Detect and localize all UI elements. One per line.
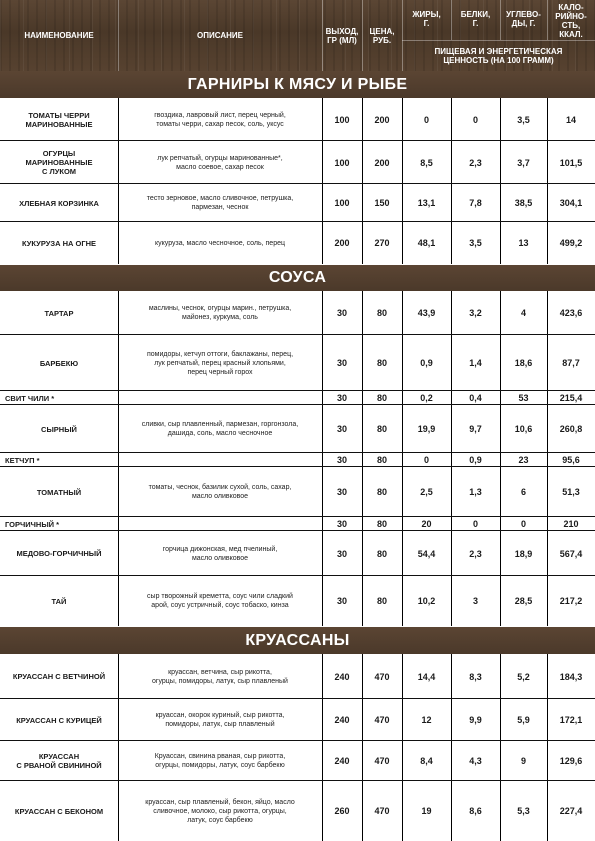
cell-desc: помидоры, кетчуп оттоги, баклажаны, перец, лук репчатый, перец красный хлопьями, перец черный горох [146,350,294,376]
grid-line [322,391,323,405]
section-title: ГАРНИРЫ К МЯСУ И РЫБЕ [0,71,595,98]
table-row [0,222,595,264]
cell-carbs: 10,6 [514,424,533,434]
table-row [0,405,595,453]
cell-kcal: 499,2 [559,238,583,248]
cell-fat: 10,2 [417,596,436,606]
grid-line [402,141,403,184]
grid-line [500,222,501,264]
cell-yield: 30 [336,358,347,368]
section-title: КРУАССАНЫ [0,627,595,654]
grid-line [547,184,548,222]
cell-protein: 1,3 [469,487,482,497]
cell-price: 80 [376,455,387,465]
grid-line [362,405,363,453]
cell-desc: маслины, чеснок, огурцы марин., петрушка, майонез, куркума, соль [148,305,292,321]
cell-price: 80 [376,548,387,559]
cell-kcal: 87,7 [562,358,580,368]
grid-line [362,467,363,517]
grid-line [362,781,363,841]
header-protein: БЕЛКИ, Г. [460,10,491,28]
cell-name: ОГУРЦЫ МАРИНОВАННЫЕ С ЛУКОМ [25,149,93,176]
cell-carbs: 28,5 [514,596,533,606]
grid-line [322,741,323,781]
grid-line [451,576,452,626]
grid-line [362,335,363,391]
cell-yield: 100 [334,198,350,208]
grid-line [500,781,501,841]
cell-kcal: 423,6 [559,308,583,318]
grid-line [547,741,548,781]
header-carbs: УГЛЕВО- ДЫ, Г. [506,10,541,28]
grid-line [402,391,403,405]
cell-price: 80 [376,393,387,403]
grid-line [547,576,548,626]
cell-protein: 3,5 [469,238,482,248]
grid-line [500,741,501,781]
cell-protein: 8,6 [469,806,482,816]
grid-line [500,576,501,626]
cell-price: 80 [376,424,387,434]
grid-line [500,391,501,405]
grid-line [451,141,452,184]
grid-line [362,699,363,741]
grid-line [402,98,403,141]
cell-kcal: 95,6 [562,455,580,465]
cell-fat: 2,5 [420,487,433,497]
grid-line [362,741,363,781]
grid-line [322,335,323,391]
cell-name: ТОМАТНЫЙ [36,487,82,497]
cell-price: 80 [376,308,387,318]
grid-line [402,291,403,335]
cell-yield: 30 [336,393,347,403]
cell-kcal: 217,2 [559,596,583,606]
grid-line [402,184,403,222]
cell-carbs: 18,9 [514,548,533,559]
cell-desc: сливки, сыр плавленный, пармезан, горгонзола, дашида, соль, масло чесночное [141,421,299,437]
grid-line [402,517,403,531]
table-row [0,576,595,626]
cell-desc: кукуруза, масло чесночное, соль, перец [155,239,285,247]
grid-line [362,576,363,626]
grid-line [451,291,452,335]
cell-desc: тесто зерновое, масло сливочное, петрушка, пармезан, чеснок [146,195,294,211]
grid-line [451,222,452,264]
cell-carbs: 53 [518,393,529,403]
grid-line [451,453,452,467]
cell-protein: 2,3 [469,157,482,168]
cell-yield: 260 [334,806,350,816]
grid-line [322,781,323,841]
grid-line [362,654,363,699]
cell-fat: 0 [423,455,429,465]
header-yield: ВЫХОД, ГР (МЛ) [325,26,359,45]
grid-line [118,531,119,576]
cell-price: 80 [376,358,387,368]
cell-fat: 14,4 [417,671,436,682]
grid-line [402,405,403,453]
grid-line [451,391,452,405]
table-header [0,0,595,71]
cell-price: 270 [374,238,390,248]
grid-line [322,654,323,699]
grid-line [118,467,119,517]
grid-line [322,531,323,576]
cell-desc: горчица дижонская, мед пчелиный, масло оливковое [162,545,278,562]
cell-name: КРУАССАН С БЕКОНОМ [14,806,104,816]
table-row [0,741,595,781]
grid-line [362,531,363,576]
grid-line [362,184,363,222]
cell-name: КРУАССАН С РВАНОЙ СВИНИНОЙ [16,752,102,770]
grid-line [322,517,323,531]
cell-name: ТАЙ [51,596,67,606]
cell-carbs: 18,6 [514,358,533,368]
grid-line [362,141,363,184]
grid-line [322,453,323,467]
header-price: ЦЕНА, РУБ. [369,26,395,45]
cell-name: БАРБЕКЮ [39,358,79,368]
grid-line [500,699,501,741]
cell-kcal: 227,4 [559,806,583,816]
table-row [0,467,595,517]
cell-kcal: 14 [565,114,576,125]
cell-carbs: 5,9 [517,715,530,725]
cell-yield: 240 [334,756,350,766]
grid-line [322,576,323,626]
grid-line [500,291,501,335]
grid-line [547,141,548,184]
cell-name: СВИТ ЧИЛИ * [5,393,55,403]
grid-line [547,391,548,405]
grid-line [402,781,403,841]
cell-desc: круассан, сыр плавленый, бекон, яйцо, масло сливочное, молоко, сыр рикотта, огурцы, латук, соус барбекю [145,798,295,824]
cell-kcal: 567,4 [559,548,583,559]
cell-carbs: 0 [520,519,526,529]
cell-fat: 43,9 [417,308,436,318]
cell-fat: 0,2 [420,393,433,403]
cell-price: 470 [374,715,390,725]
grid-line [547,781,548,841]
cell-protein: 1,4 [469,358,482,368]
section-title: СОУСА [0,265,595,291]
cell-name: ТАРТАР [44,308,74,318]
grid-line [500,453,501,467]
grid-line [451,781,452,841]
grid-line [322,141,323,184]
grid-line [500,405,501,453]
grid-line [118,335,119,391]
grid-line [322,184,323,222]
grid-line [451,405,452,453]
cell-yield: 30 [336,487,347,497]
grid-line [118,741,119,781]
grid-line [500,517,501,531]
cell-kcal: 172,1 [559,715,583,725]
table-row [0,654,595,699]
cell-protein: 3 [472,596,478,606]
grid-line [500,184,501,222]
cell-carbs: 3,5 [517,114,530,125]
cell-desc: круассан, окорок куриный, сыр рикотта, помидоры, латук, сыр плавленый [155,712,285,728]
cell-protein: 9,9 [469,715,482,725]
header-fat: ЖИРЫ, Г. [412,10,441,28]
header-description: ОПИСАНИЕ [197,31,243,40]
grid-line [118,291,119,335]
table-row [0,531,595,576]
cell-name: ХЛЕБНАЯ КОРЗИНКА [19,198,99,208]
grid-line [118,699,119,741]
cell-fat: 19,9 [417,424,436,434]
grid-line [118,517,119,531]
cell-yield: 240 [334,671,350,682]
cell-yield: 30 [336,548,347,559]
grid-line [547,405,548,453]
grid-line [118,222,119,264]
cell-price: 80 [376,596,387,606]
cell-price: 470 [374,756,390,766]
cell-yield: 100 [334,157,350,168]
cell-desc: сыр творожный креметта, соус чили сладкий арой, соус устричный, соус тобаско, кинза [147,593,293,609]
grid-line [451,741,452,781]
grid-line [402,467,403,517]
cell-yield: 30 [336,455,347,465]
cell-price: 200 [374,114,390,125]
cell-protein: 0 [472,114,478,125]
table-row [0,184,595,222]
cell-price: 470 [374,671,390,682]
grid-line [362,291,363,335]
grid-line [118,405,119,453]
cell-name: КРУАССАН С КУРИЦЕЙ [16,715,102,725]
grid-line [500,141,501,184]
cell-price: 80 [376,487,387,497]
grid-line [322,98,323,141]
grid-line [322,467,323,517]
cell-kcal: 51,3 [562,487,580,497]
cell-yield: 30 [336,596,347,606]
cell-protein: 2,3 [469,548,482,559]
grid-line [451,517,452,531]
cell-price: 80 [376,519,387,529]
grid-line [118,141,119,184]
cell-desc [118,391,322,405]
grid-line [118,654,119,699]
cell-desc: Круассан, свинина рваная, сыр рикотта, огурцы, помидоры, латук, соус барбекю [154,753,286,769]
grid-line [118,453,119,467]
cell-yield: 30 [336,519,347,529]
cell-name: СЫРНЫЙ [41,424,77,434]
grid-line [402,741,403,781]
cell-desc: томаты, чеснок, базилик сухой, соль, сахар, масло оливковое [148,484,292,500]
cell-protein: 0,9 [469,455,482,465]
table-row [0,391,595,405]
grid-line [402,576,403,626]
cell-name: ТОМАТЫ ЧЕРРИ МАРИНОВАННЫЕ [25,110,93,129]
grid-line [500,654,501,699]
grid-line [451,98,452,141]
cell-kcal: 101,5 [559,157,583,168]
header-nutrition-caption: ПИЩЕВАЯ И ЭНЕРГЕТИЧЕСКАЯ ЦЕННОСТЬ (НА 100 ГРАММ) [434,46,563,65]
grid-line [118,781,119,841]
cell-name: КРУАССАН С ВЕТЧИНОЙ [12,672,106,681]
cell-fat: 8,5 [420,157,433,168]
grid-line [402,222,403,264]
cell-name: КУКУРУЗА НА ОГНЕ [21,238,97,248]
cell-carbs: 3,7 [517,157,530,168]
grid-line [547,291,548,335]
cell-fat: 54,4 [417,548,436,559]
grid-line [362,453,363,467]
grid-line [402,654,403,699]
cell-name: КЕТЧУП * [5,455,40,465]
cell-fat: 48,1 [417,238,436,248]
cell-fat: 12 [421,715,432,725]
grid-line [362,222,363,264]
cell-fat: 0 [423,114,429,125]
cell-desc: гвоздика, лавровый лист, перец черный, томаты черри, сахар песок, соль, уксус [154,111,286,128]
grid-line [451,184,452,222]
grid-line [362,391,363,405]
cell-price: 200 [374,157,390,168]
cell-carbs: 38,5 [514,198,533,208]
header-calories: КАЛО- РИЙНО- СТЬ, ККАЛ. [555,3,587,39]
grid-line [547,453,548,467]
table-row [0,98,595,141]
cell-desc [118,453,322,467]
cell-carbs: 5,3 [517,806,530,816]
cell-protein: 0 [472,519,478,529]
grid-line [451,654,452,699]
cell-price: 150 [374,198,390,208]
grid-line [547,531,548,576]
grid-line [547,467,548,517]
grid-line [547,517,548,531]
grid-line [500,531,501,576]
table-row [0,781,595,841]
grid-line [451,699,452,741]
header-name: НАИМЕНОВАНИЕ [24,31,94,40]
grid-line [402,531,403,576]
cell-fat: 8,4 [420,756,433,766]
grid-line [451,335,452,391]
grid-line [451,467,452,517]
grid-line [322,405,323,453]
grid-line [118,391,119,405]
cell-yield: 200 [334,238,350,248]
table-row [0,517,595,531]
table-row [0,699,595,741]
cell-fat: 20 [421,519,432,529]
cell-carbs: 13 [518,238,529,248]
cell-protein: 7,8 [469,198,482,208]
table-row [0,335,595,391]
cell-protein: 0,4 [469,393,482,403]
cell-desc: круассан, ветчина, сыр рикотта, огурцы, помидоры, латук, сыр плавленый [152,668,288,685]
cell-yield: 240 [334,715,350,725]
grid-line [402,453,403,467]
cell-protein: 8,3 [469,671,482,682]
cell-desc [118,517,322,531]
cell-kcal: 304,1 [559,198,583,208]
grid-line [118,98,119,141]
grid-line [322,291,323,335]
cell-carbs: 4 [520,308,526,318]
grid-line [547,699,548,741]
cell-protein: 3,2 [469,308,482,318]
table-row [0,291,595,335]
grid-line [547,335,548,391]
cell-fat: 0,9 [420,358,433,368]
grid-line [362,98,363,141]
cell-fat: 13,1 [417,198,436,208]
cell-kcal: 210 [563,519,579,529]
grid-line [547,98,548,141]
cell-kcal: 129,6 [559,756,583,766]
grid-line [547,654,548,699]
table-row [0,141,595,184]
grid-line [451,531,452,576]
cell-fat: 19 [421,806,432,816]
grid-line [402,699,403,741]
grid-line [322,699,323,741]
cell-kcal: 260,8 [559,424,583,434]
cell-carbs: 5,2 [517,671,530,682]
cell-protein: 9,7 [469,424,482,434]
grid-line [547,222,548,264]
grid-line [118,184,119,222]
grid-line [500,98,501,141]
cell-name: МЕДОВО-ГОРЧИЧНЫЙ [16,549,102,558]
cell-carbs: 23 [518,455,529,465]
cell-carbs: 6 [520,487,526,497]
cell-desc: лук репчатый, огурцы маринованные*, масло соевое, сахар песок [157,154,283,171]
cell-yield: 100 [334,114,350,125]
grid-line [118,576,119,626]
cell-yield: 30 [336,308,347,318]
cell-protein: 4,3 [469,756,482,766]
grid-line [322,222,323,264]
cell-carbs: 9 [520,756,526,766]
grid-line [500,467,501,517]
grid-line [362,517,363,531]
cell-name: ГОРЧИЧНЫЙ * [5,519,60,529]
table-row [0,453,595,467]
cell-yield: 30 [336,424,347,434]
cell-kcal: 215,4 [559,393,583,403]
grid-line [402,335,403,391]
cell-kcal: 184,3 [559,671,583,682]
grid-line [500,335,501,391]
cell-price: 470 [374,806,390,816]
